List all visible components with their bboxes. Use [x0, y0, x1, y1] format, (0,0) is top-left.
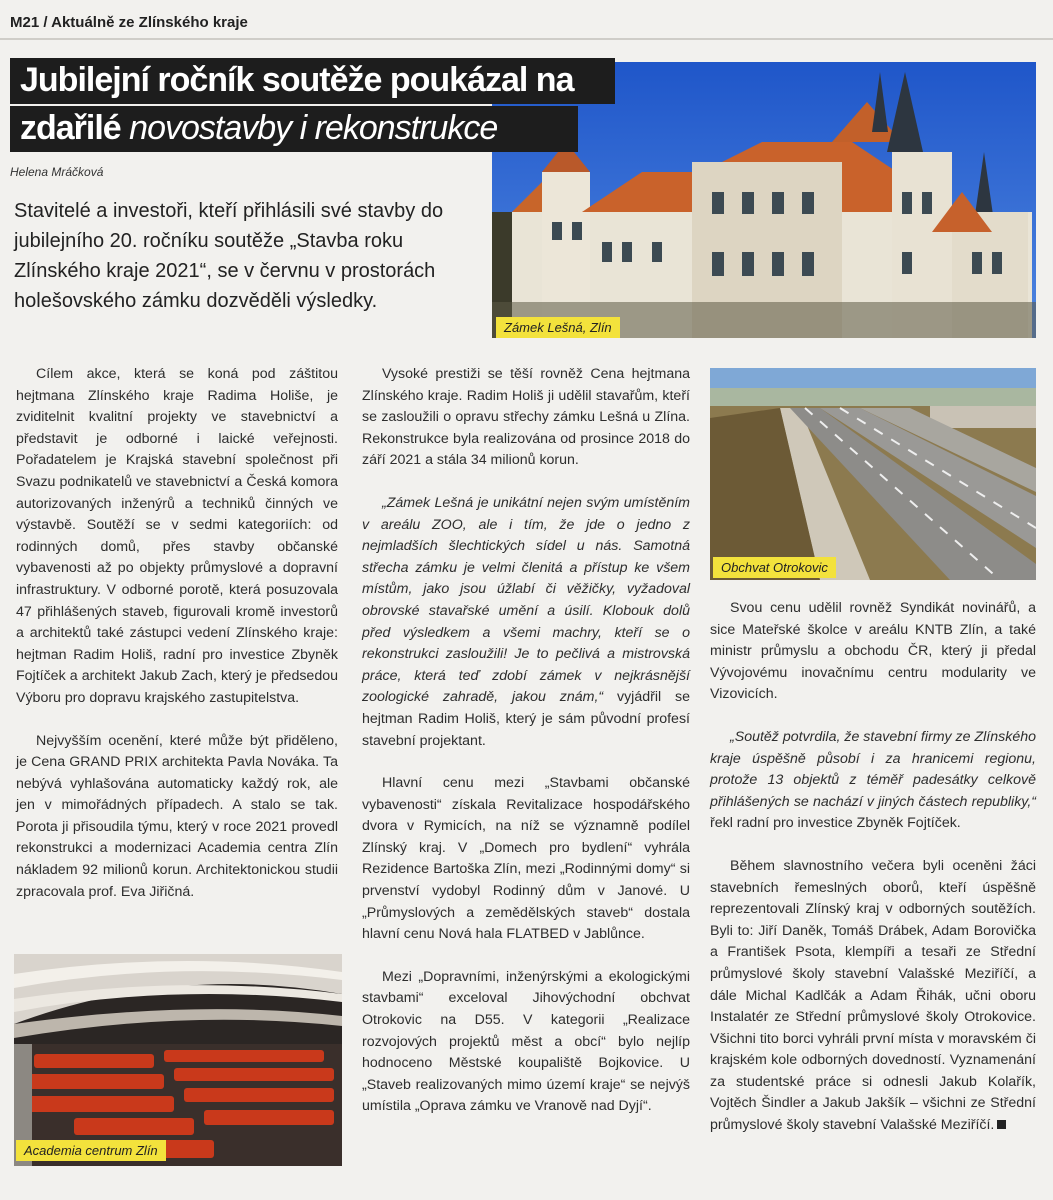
paragraph: Mezi „Dopravními, inženýrskými a ekologickými stavbami“ exceloval Jihovýchodní obchvat Otrokovic na D55. V kategorii „Realizace rozvojových projektů měst a obcí“ bylo nejlíp hodnoceno Městské koupaliště Bojkovice. U „Staveb realizovaných mimo území kraje“ se nejvýš umístila „Oprava zámku ve Vranově nad Dyjí“. — [362, 968, 690, 1115]
paragraph: Hlavní cenu mezi „Stavbami občanské vybavenosti“ získala Revitalizace hospodářského dvora v Rymicích, na níž se významně podílel Zlínský kraj. V „Domech pro bydlení“ vyhrála Rezidence Bartoška Zlín, mezi „Rodinnými domy“ si prvenství vydobyl Rodinný dům v Janové. U „Průmyslových a zemědělských staveb“ dostala hlavní cenu Nová hala FLATBED v Jablůnce. — [362, 775, 690, 943]
quote-paragraph — [362, 493, 690, 752]
attribution: řekl radní pro investice Zbyněk Fojtíček. — [710, 815, 961, 832]
quote-paragraph — [710, 727, 1036, 835]
lead-paragraph: Stavitelé a investoři, kteří přihlásili své stavby do jubilejního 20. ročníku soutěže „Stavba roku Zlínského kraje 2021“, se v červnu v prostorách holešovského zámku dozvěděli výsledky. — [14, 200, 444, 312]
highway-caption: Obchvat Otrokovic — [713, 557, 836, 578]
column-2 — [362, 364, 690, 1139]
end-mark-icon — [997, 1120, 1006, 1129]
article-title: Jubilejní ročník soutěže poukázal na — [20, 61, 574, 99]
quote: „Zámek Lešná je unikátní nejen svým umístěním v areálu ZOO, ale i tím, že jde o jedno z nejmladších šlechtických sídel u nás. Samotná střecha zámku je velmi členitá a přístup ke všem místům, jako jsou úžlabí či věžičky, vyžadoval obrovské stavařské umění a úsilí. Klobouk dolů před výsledkem a všemi machry, kteří se o rekonstrukci zasloužili! Je to pečlivá a mistrovská práce, která teď zdobí zámek v nejkrásnější zoologické zahradě, jakou znám,“ — [362, 494, 690, 706]
highway-photo — [710, 368, 1036, 580]
paragraph: Nejvyšším ocenění, které může být přiděleno, je Cena GRAND PRIX architekta Pavla Nováka. Ta nebývá vyhlašována automaticky každý rok, ale jen v mimořádných případech. A stalo se tak. Porota ji přisoudila týmu, který v roce 2021 provedl rekonstrukci a modernizaci Academia centra Zlín nákladem 92 milionů korun. Architektonickou studii zpracovala prof. Eva Jiřičná. — [16, 732, 338, 900]
paragraph: Vysoké prestiži se těší rovněž Cena hejtmana Zlínského kraje. Radim Holiš ji udělil stavařům, kteří se zasloužili o opravu střechy zámku Lešná u Zlína. Rekonstrukce byla realizována od prosince 2018 do září 2021 a stála 34 milionů korun. — [362, 366, 690, 469]
column-1 — [16, 364, 338, 924]
theatre-photo — [14, 954, 342, 1166]
title-bold-part: zdařilé — [20, 109, 130, 147]
paragraph: Během slavnostního večera byli oceněni žáci stavebních řemeslných oborů, kteří úspěšně reprezentovali Zlínský kraj v odborných soutěžích. Byli to: Jiří Daněk, Tomáš Drábek, Adam Borovička a František Psota, klempíři a tesaři ze Střední průmyslové školy stavební Valašské Meziříčí, a dále Michal Kadlčák a Adam Řihák, učni oboru Instalatér ze Střední průmyslové školy Otrokovice. Všichni tito borci vyhráli první místa v moravském či krajském kole odborných dovedností. Vyznamenání za studentské práce si odnesli Jakub Kolařík, Vojtěch Šindler a Jakub Jakšík – všichni ze Střední průmyslové školy stavební Valašské Meziříčí. — [710, 857, 1036, 1134]
attribution: vyjádřil se hejtman Radim Holiš, který je sám původní profesí stavební projektant. — [362, 689, 690, 749]
theatre-caption: Academia centrum Zlín — [16, 1140, 166, 1161]
article-title-line2 — [20, 109, 497, 148]
header-divider — [0, 38, 1053, 40]
paragraph: Svou cenu udělil rovněž Syndikát novinářů, a sice Mateřské školce v areálu KNTB Zlín, a také ministr průmyslu a obchodu ČR, který ji předal Vývojovému inovačnímu centru modularity ve Vizovicích. — [710, 600, 1036, 703]
section-header: M21 / Aktuálně ze Zlínského kraje — [10, 14, 248, 31]
title-italic-part: novostavby i rekonstrukce — [129, 109, 498, 147]
column-3 — [710, 598, 1036, 1158]
quote: „Soutěž potvrdila, že stavební firmy ze Zlínského kraje úspěšně působí i za hranicemi regionu, protože 13 objektů z téměř padesátky celkově přihlášených se nachází v jiných částech republiky,“ — [710, 728, 1036, 810]
author: Helena Mráčková — [10, 165, 104, 179]
paragraph: Cílem akce, která se koná pod záštitou hejtmana Zlínského kraje Radima Holiše, je zviditelnit kvalitní projekty ve stavebnictví a představit je odborné i laické veřejnosti. Pořadatelem je Krajská stavební společnost při Svazu podnikatelů ve stavebnictví a Česká komora autorizovaných inženýrů a techniků činných ve výstavbě. Soutěží se v sedmi kategoriích: od rodinných domů, přes stavby občanské vybavenosti až po objekty průmyslové a dopravní infrastruktury. V odborné porotě, která posuzovala 47 přihlášených staveb, figurovali kromě investorů a architektů také zástupci vedení Zlínského kraje: hejtman Radim Holiš, radní pro investice Zbyněk Fojtíček a architekt Jakub Zach, který je předsedou Výboru pro dopravu krajského zastupitelstva. — [16, 366, 338, 706]
castle-caption: Zámek Lešná, Zlín — [496, 317, 620, 338]
